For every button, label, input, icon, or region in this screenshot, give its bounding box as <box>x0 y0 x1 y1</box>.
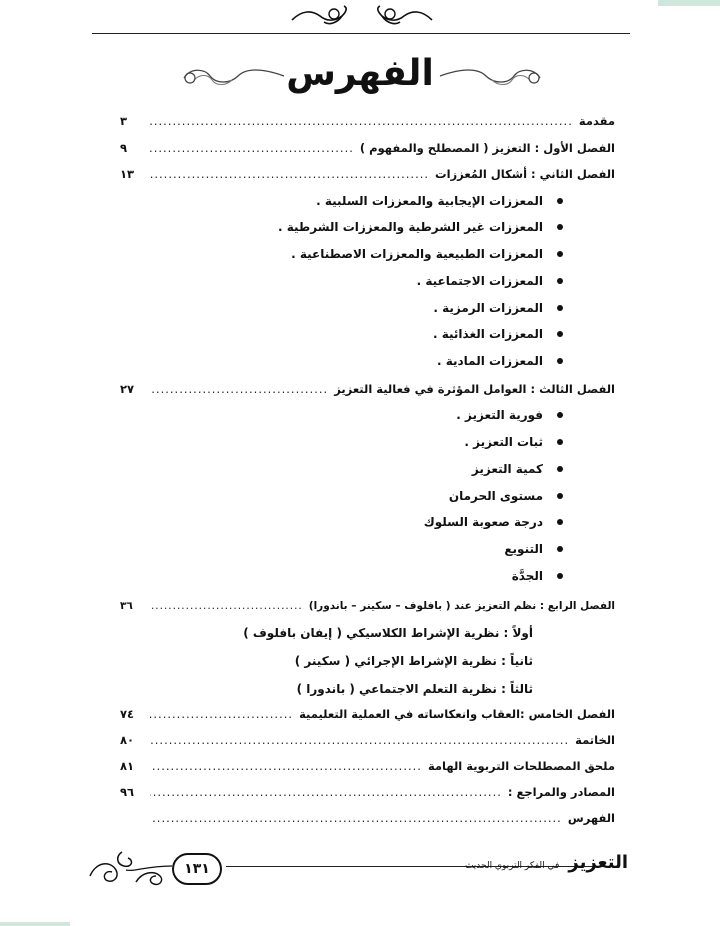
toc-entry-label: المصادر والمراجع : <box>507 785 615 799</box>
toc-entry-page: ٨١ <box>120 759 135 773</box>
leader-dots <box>150 167 429 181</box>
bullet-icon <box>557 466 563 472</box>
leader-dots <box>150 759 422 773</box>
toc-entry <box>120 137 615 159</box>
toc-entry-page: ٣ <box>120 114 128 128</box>
bullet-icon <box>557 546 563 552</box>
toc-entry-label: الفهرس <box>567 811 615 825</box>
bullet-icon <box>557 198 563 204</box>
list-item: المعززات الطبيعية والمعززات الاصطناعية . <box>291 243 563 265</box>
leader-dots <box>150 114 573 128</box>
leader-dots <box>150 811 562 825</box>
toc-entry <box>120 703 615 725</box>
toc-entry-label: ملحق المصطلحات التربوية الهامة <box>427 759 615 773</box>
toc-entry <box>120 755 615 777</box>
list-item: كمية التعزيز <box>472 458 563 480</box>
list-item: ثالثاً : نظرية التعلم الاجتماعي ( باندورا ) <box>296 682 533 696</box>
bullet-icon <box>557 278 563 284</box>
top-ornament-icon <box>282 2 442 32</box>
toc-entry-label: الفصل الثالث : العوامل المؤثرة في فعالية التعزيز <box>334 382 615 396</box>
bullet-icon <box>557 331 563 337</box>
title-ornament-right-icon <box>436 62 544 90</box>
toc-entry-page: ٧٤ <box>120 707 135 721</box>
toc-entry <box>120 163 615 185</box>
leader-dots <box>150 733 569 747</box>
leader-dots <box>150 785 502 799</box>
toc-entry <box>120 378 615 400</box>
list-item: مستوى الحرمان <box>449 485 563 507</box>
list-item: التنويع <box>504 538 563 560</box>
toc-entry-label: الفصل الخامس :العقاب وانعكاساته في العملية التعليمية <box>299 707 615 721</box>
bullet-icon <box>557 439 563 445</box>
title-block <box>150 52 570 102</box>
toc-entry-label: الفصل الأول : التعزيز ( المصطلح والمفهوم ) <box>359 141 615 155</box>
list-item: المعززات الإيجابية والمعززات السلبية . <box>316 190 563 212</box>
list-item: درجة صعوبة السلوك <box>424 511 563 533</box>
toc-entry <box>120 110 615 132</box>
bullet-icon <box>557 224 563 230</box>
book-title: التعزيز <box>568 852 628 873</box>
list-item: المعززات الغذائية . <box>433 323 563 345</box>
bullet-icon <box>557 573 563 579</box>
corner-tab-bottom <box>0 922 70 926</box>
bullet-icon <box>557 412 563 418</box>
toc-entry-page: ٩ <box>120 141 128 155</box>
leader-dots <box>150 707 293 721</box>
toc-entry <box>120 807 615 829</box>
page-number: ١٣١ <box>172 853 222 885</box>
toc-entry-label: مقدمة <box>578 114 615 128</box>
leader-dots <box>150 600 303 612</box>
toc-entry-page: ٢٧ <box>120 382 135 396</box>
running-footer <box>465 852 628 873</box>
list-item: المعززات غير الشرطية والمعززات الشرطية . <box>278 216 563 238</box>
top-rule <box>92 33 630 34</box>
list-item: المعززات الاجتماعية . <box>417 270 563 292</box>
leader-dots <box>150 141 354 155</box>
list-item: ثانياً : نظرية الإشراط الإجرائي ( سكينر ) <box>294 654 533 668</box>
bullet-icon <box>557 251 563 257</box>
toc-entry <box>120 781 615 803</box>
list-item: المعززات المادية . <box>437 350 563 372</box>
toc-entry-label: الفصل الثاني : أشكال المُعززات <box>435 167 615 181</box>
leader-dots <box>150 382 328 396</box>
bullet-icon <box>557 493 563 499</box>
toc-entry-page: ١٣ <box>120 167 135 181</box>
list-item: المعززات الرمزية . <box>433 297 563 319</box>
bullet-icon <box>557 358 563 364</box>
list-item: أولاً : نظرية الإشراط الكلاسيكي ( إيفان بافلوف ) <box>243 626 533 640</box>
list-item: ثبات التعزيز . <box>464 431 563 453</box>
list-item: الجدَّة <box>512 565 563 587</box>
toc-entry-label: الخاتمة <box>575 733 615 747</box>
list-item: فورية التعزيز . <box>456 404 563 426</box>
bullet-icon <box>557 519 563 525</box>
book-subtitle: في الفكر التربوي الحديث <box>464 861 560 871</box>
footer-ornament-icon <box>86 842 176 892</box>
toc-entry-page: ٣٦ <box>120 600 133 612</box>
toc-entry-label: الفصل الرابع : نظم التعزيز عند ( بافلوف – سكينر – باندورا) <box>308 600 615 612</box>
page-title: الفهرس <box>286 53 434 94</box>
corner-tab <box>658 0 720 6</box>
toc-entry <box>120 729 615 751</box>
toc-entry-page: ٨٠ <box>120 733 135 747</box>
toc-entry <box>120 595 615 617</box>
toc-entry-page: ٩٦ <box>120 785 135 799</box>
bullet-icon <box>557 305 563 311</box>
